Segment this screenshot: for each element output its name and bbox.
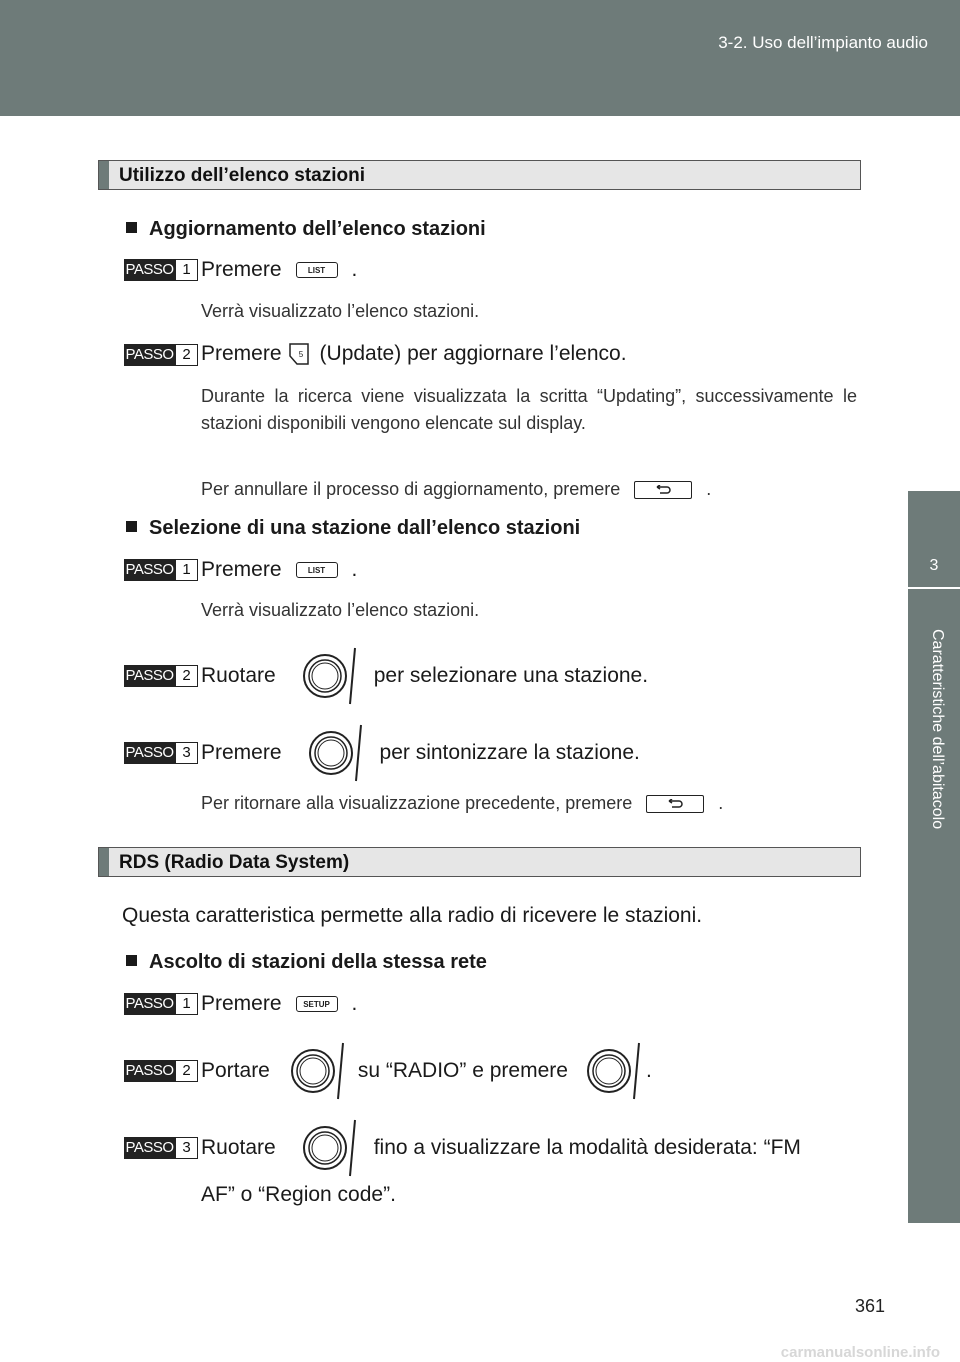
chapter-title: Caratteristiche dell’abitacolo	[929, 629, 946, 830]
instruction-text: Ruotare	[201, 1136, 276, 1159]
subheading-same-network	[126, 951, 487, 974]
section-intro	[122, 904, 702, 928]
step-number: 3	[175, 742, 198, 764]
instruction-text: .	[645, 1059, 652, 1082]
step-badge	[124, 993, 198, 1015]
svg-text:carmanualsonline.info: carmanualsonline.info	[780, 1344, 940, 1361]
step-badge	[124, 559, 198, 581]
step-note	[201, 476, 857, 503]
tune-select-knob-icon	[584, 1041, 642, 1101]
step-label: PASSO	[124, 993, 175, 1015]
instruction-text: Ruotare	[201, 664, 276, 687]
preset-5-button-icon	[288, 342, 310, 366]
section-title: Utilizzo dell’elenco stazioni	[119, 165, 365, 186]
step-number: 1	[175, 559, 198, 581]
instruction-text: AF” o “Region code”.	[201, 1183, 396, 1206]
step-number: 1	[175, 993, 198, 1015]
section-title: RDS (Radio Data System)	[119, 852, 350, 873]
step-label: PASSO	[124, 665, 175, 687]
instruction-text: Premere	[201, 258, 282, 281]
square-bullet-icon	[126, 222, 137, 233]
intro-text: Questa caratteristica permette alla radio di ricevere le stazioni.	[122, 904, 703, 927]
instruction-text: Premere	[201, 992, 282, 1015]
step-instruction	[201, 1041, 652, 1101]
tune-select-knob-icon	[300, 1118, 358, 1178]
step-badge	[124, 1060, 198, 1082]
step-number: 1	[175, 259, 198, 281]
step-badge	[124, 742, 198, 764]
note-text: .	[718, 793, 724, 813]
step-number: 2	[175, 1060, 198, 1082]
instruction-text: .	[351, 992, 358, 1015]
subheading-text: Selezione di una stazione dall’elenco stazioni	[149, 517, 581, 539]
chapter-tab-divider	[908, 587, 960, 589]
step-note: Durante la ricerca viene visualizzata la scritta “Updating”, successivamente le stazioni disponibili vengono elencate sul display.	[201, 386, 857, 433]
subheading-select	[126, 517, 580, 540]
step-instruction	[201, 1118, 801, 1178]
note-text: .	[706, 479, 712, 499]
instruction-text: Premere	[201, 741, 282, 764]
step-instruction	[201, 992, 357, 1016]
instruction-text: su “RADIO” e premere	[357, 1059, 568, 1082]
step-note: Verrà visualizzato l’elenco stazioni.	[201, 600, 480, 620]
step-label: PASSO	[124, 1060, 175, 1082]
watermark	[0, 1342, 960, 1362]
step-note	[201, 790, 857, 817]
list-button-icon: LIST	[296, 262, 338, 278]
step-instruction	[201, 258, 357, 282]
step-badge	[124, 344, 198, 366]
step-badge	[124, 259, 198, 281]
step-number: 2	[175, 665, 198, 687]
chapter-tab	[908, 491, 960, 1223]
section-header-station-list	[98, 160, 861, 190]
tune-select-knob-icon	[306, 723, 364, 783]
instruction-text: .	[351, 558, 358, 581]
instruction-text: per sintonizzare la stazione.	[379, 741, 640, 764]
step-instruction	[201, 646, 648, 706]
square-bullet-icon	[126, 521, 137, 532]
subheading-text: Ascolto di stazioni della stessa rete	[149, 951, 487, 973]
instruction-text: Premere	[201, 558, 282, 581]
note-text: Per annullare il processo di aggiornamento, premere	[201, 479, 621, 499]
section-header-rds	[98, 847, 861, 877]
step-label: PASSO	[124, 1137, 175, 1159]
tune-select-knob-icon	[288, 1041, 346, 1101]
instruction-text: fino a visualizzare la modalità desiderata: “FM	[373, 1136, 801, 1159]
instruction-text: per selezionare una stazione.	[373, 664, 649, 687]
square-bullet-icon	[126, 955, 137, 966]
list-button-icon: LIST	[296, 562, 338, 578]
note-text: Per ritornare alla visualizzazione precedente, premere	[201, 793, 633, 813]
page-number: 361	[855, 1296, 886, 1316]
step-label: PASSO	[124, 742, 175, 764]
chapter-number: 3	[929, 557, 939, 574]
back-button-icon	[634, 481, 692, 499]
header-bar	[0, 0, 960, 116]
step-instruction	[201, 558, 357, 582]
step-label: PASSO	[124, 559, 175, 581]
step-note: Verrà visualizzato l’elenco stazioni.	[201, 301, 480, 321]
step-instruction	[201, 723, 640, 783]
setup-button-icon: SETUP	[296, 996, 338, 1012]
step-instruction-continued	[201, 1183, 396, 1207]
instruction-text: (Update) per aggiornare l’elenco.	[319, 342, 627, 365]
header-section-title: 3-2. Uso dell’impianto audio	[718, 33, 928, 52]
tune-select-knob-icon	[300, 646, 358, 706]
step-badge	[124, 1137, 198, 1159]
step-number: 2	[175, 344, 198, 366]
step-instruction	[201, 342, 627, 366]
instruction-text: Portare	[201, 1059, 270, 1082]
step-label: PASSO	[124, 259, 175, 281]
step-label: PASSO	[124, 344, 175, 366]
svg-text:5: 5	[298, 350, 303, 359]
back-button-icon	[646, 795, 704, 813]
instruction-text: Premere	[201, 342, 282, 365]
subheading-update	[126, 218, 486, 241]
subheading-text: Aggiornamento dell’elenco stazioni	[149, 218, 486, 240]
step-badge	[124, 665, 198, 687]
step-number: 3	[175, 1137, 198, 1159]
instruction-text: .	[351, 258, 358, 281]
